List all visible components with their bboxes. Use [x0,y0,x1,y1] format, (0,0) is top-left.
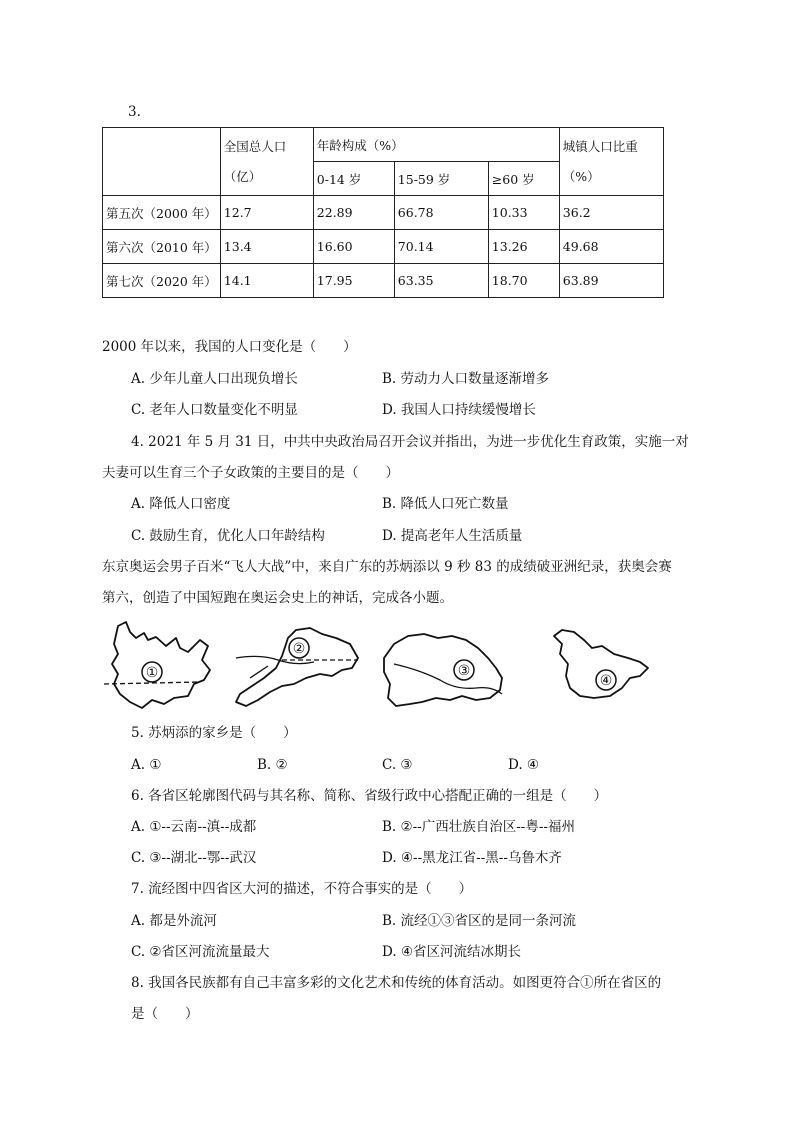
header-age-0-14: 0-14 岁 [313,162,394,196]
question-4-option-d[interactable]: D. 提高老年人生活质量 [382,528,523,544]
question-7-option-b[interactable]: B. 流经①③省区的是同一条河流 [382,913,577,929]
question-3-number: 3. [128,104,141,120]
question-7-option-d[interactable]: D. ④省区河流结冰期长 [382,944,522,960]
age-60-value: 10.33 [488,196,559,230]
question-4-option-b[interactable]: B. 降低人口死亡数量 [382,496,509,512]
table-corner-cell [103,128,221,196]
question-4-option-a[interactable]: A. 降低人口密度 [131,496,231,512]
age-0-14-value: 17.95 [313,264,394,298]
age-0-14-value: 16.60 [313,230,394,264]
age-15-59-value: 63.35 [394,264,488,298]
question-7-option-a[interactable]: A. 都是外流河 [131,913,217,929]
question-8-stem-line1: 8. 我国各民族都有自己丰富多彩的文化艺术和传统的体育活动。如图更符合①所在省区的 [131,975,662,991]
total-population-value: 13.4 [220,230,313,264]
question-5-option-d[interactable]: D. ④ [508,757,540,773]
province-map-2 [236,628,358,706]
table-row [103,230,664,264]
map-label-4: ④ [599,673,613,689]
question-4-option-c[interactable]: C. 鼓励生育，优化人口年龄结构 [131,528,325,544]
map-label-3: ③ [457,663,471,679]
question-3-option-a[interactable]: A. 少年儿童人口出现负增长 [131,371,298,387]
census-label: 第五次（2000 年） [103,196,221,230]
passage-line2: 第六，创造了中国短跑在奥运会史上的神话，完成各小题。 [102,590,453,606]
age-15-59-value: 66.78 [394,196,488,230]
question-4-stem-line2: 夫妻可以生育三个子女政策的主要目的是（ ） [102,465,399,481]
header-urban-ratio: 城镇人口比重 （%） [559,128,663,196]
total-population-value: 14.1 [220,264,313,298]
table-row [103,196,664,230]
question-7-stem: 7. 流经图中四省区大河的描述，不符合事实的是（ ） [131,881,473,897]
age-60-value: 18.70 [488,264,559,298]
header-total-population: 全国总人口 （亿） [220,128,313,196]
age-60-value: 13.26 [488,230,559,264]
question-3-option-c[interactable]: C. 老年人口数量变化不明显 [131,402,298,418]
question-6-stem: 6. 各省区轮廓图代码与其名称、简称、省级行政中心搭配正确的一组是（ ） [131,788,608,804]
urban-ratio-value: 36.2 [559,196,663,230]
age-15-59-value: 70.14 [394,230,488,264]
urban-ratio-value: 63.89 [559,264,663,298]
question-3-option-d[interactable]: D. 我国人口持续缓慢增长 [382,402,536,418]
header-age-60-plus: ≥60 岁 [488,162,559,196]
table-row [103,264,664,298]
question-6-option-c[interactable]: C. ③--湖北--鄂--武汉 [131,850,257,866]
census-label: 第六次（2010 年） [103,230,221,264]
question-6-option-b[interactable]: B. ②--广西壮族自治区--粤--福州 [382,819,575,835]
question-3-option-b[interactable]: B. 劳动力人口数量逐渐增多 [382,371,550,387]
question-5-option-c[interactable]: C. ③ [382,757,413,773]
question-8-stem-line2: 是（ ） [131,1006,199,1022]
question-4-stem-line1: 4. 2021 年 5 月 31 日，中共中央政治局召开会议并指出，为进一步优化生育政策，实施一对 [131,434,689,450]
census-label: 第七次（2020 年） [103,264,221,298]
header-age-15-59: 15-59 岁 [394,162,488,196]
question-5-option-b[interactable]: B. ② [257,757,288,773]
question-5-stem: 5. 苏炳添的家乡是（ ） [131,725,297,741]
question-6-option-d[interactable]: D. ④--黑龙江省--黑--乌鲁木齐 [382,850,562,866]
population-census-table [102,127,664,298]
province-outline-maps [100,618,660,718]
urban-ratio-value: 49.68 [559,230,663,264]
question-6-option-a[interactable]: A. ①--云南--滇--成都 [131,819,257,835]
map-label-2: ② [292,641,306,657]
map-label-1: ① [145,665,159,681]
passage-line1: 东京奥运会男子百米“飞人大战”中，来自广东的苏炳添以 9 秒 83 的成绩破亚洲纪录，获奥会赛 [102,559,672,575]
question-7-option-c[interactable]: C. ②省区河流流量最大 [131,944,270,960]
age-0-14-value: 22.89 [313,196,394,230]
question-5-option-a[interactable]: A. ① [131,757,162,773]
province-map-3 [384,634,502,706]
question-3-stem: 2000 年以来，我国的人口变化是（ ） [102,339,357,355]
total-population-value: 12.7 [220,196,313,230]
header-age-structure: 年龄构成（%） [313,128,559,162]
